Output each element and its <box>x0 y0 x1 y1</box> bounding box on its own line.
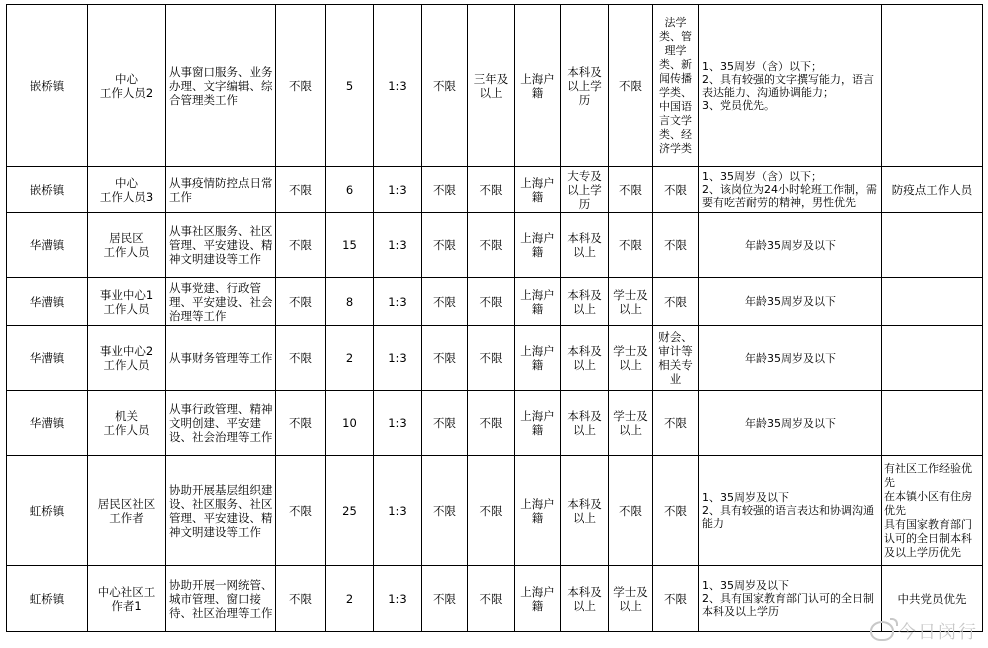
ratio-cell: 1:3 <box>374 456 422 566</box>
gender-cell: 不限 <box>276 213 326 278</box>
duty-cell: 从事窗口服务、业务办理、文字编辑、综合管理类工作 <box>166 5 276 167</box>
degree-cell: 学士及以上 <box>609 566 653 632</box>
table-row <box>7 391 983 456</box>
major-cell: 不限 <box>653 456 699 566</box>
duty-cell: 从事行政管理、精神文明创建、平安建设、社会治理等工作 <box>166 391 276 456</box>
position-cell: 中心 工作人员2 <box>88 5 166 167</box>
town-cell: 华漕镇 <box>7 213 88 278</box>
town-cell: 虹桥镇 <box>7 566 88 632</box>
major-cell: 法学类、管理学类、新闻传播学类、中国语言文学类、经济学类 <box>653 5 699 167</box>
position-cell: 中心社区工 作者1 <box>88 566 166 632</box>
hukou-cell: 上海户籍 <box>515 566 561 632</box>
education-cell: 本科及以上 <box>561 326 609 391</box>
count-cell: 25 <box>326 456 374 566</box>
table-row <box>7 278 983 326</box>
education-cell: 本科及以上学历 <box>561 5 609 167</box>
note-cell <box>882 5 983 167</box>
hukou-cell: 上海户籍 <box>515 391 561 456</box>
position-cell: 机关 工作人员 <box>88 391 166 456</box>
major-cell: 不限 <box>653 167 699 213</box>
note-cell <box>882 391 983 456</box>
weibo-logo-icon <box>870 621 894 641</box>
degree-cell: 不限 <box>609 5 653 167</box>
degree-cell: 不限 <box>609 456 653 566</box>
requirements-cell: 1、35周岁及以下 2、具有国家教育部门认可的全日制本科及以上学历 <box>699 566 882 632</box>
major-cell: 财会、审计等相关专业 <box>653 326 699 391</box>
count-cell: 15 <box>326 213 374 278</box>
ratio-cell: 1:3 <box>374 5 422 167</box>
age-cell: 不限 <box>422 326 468 391</box>
watermark <box>870 618 978 644</box>
experience-cell: 不限 <box>468 326 515 391</box>
note-cell: 中共党员优先 <box>882 566 983 632</box>
table-row <box>7 566 983 632</box>
hukou-cell: 上海户籍 <box>515 5 561 167</box>
table-row <box>7 326 983 391</box>
age-cell: 不限 <box>422 167 468 213</box>
hukou-cell: 上海户籍 <box>515 213 561 278</box>
town-cell: 嵌桥镇 <box>7 5 88 167</box>
table-row <box>7 456 983 566</box>
ratio-cell: 1:3 <box>374 391 422 456</box>
education-cell: 本科及以上 <box>561 566 609 632</box>
age-cell: 不限 <box>422 566 468 632</box>
gender-cell: 不限 <box>276 456 326 566</box>
duty-cell: 从事疫情防控点日常工作 <box>166 167 276 213</box>
hukou-cell: 上海户籍 <box>515 456 561 566</box>
gender-cell: 不限 <box>276 391 326 456</box>
requirements-cell: 1、35周岁及以下 2、具有较强的语言表达和协调沟通能力 <box>699 456 882 566</box>
count-cell: 8 <box>326 278 374 326</box>
watermark-text: 今日闵行 <box>898 622 978 643</box>
town-cell: 华漕镇 <box>7 326 88 391</box>
education-cell: 本科及以上 <box>561 213 609 278</box>
note-cell: 有社区工作经验优先 在本镇小区有住房优先 具有国家教育部门认可的全日制本科及以上学历优先 <box>882 456 983 566</box>
ratio-cell: 1:3 <box>374 326 422 391</box>
note-cell: 防疫点工作人员 <box>882 167 983 213</box>
education-cell: 本科及以上 <box>561 391 609 456</box>
ratio-cell: 1:3 <box>374 213 422 278</box>
major-cell: 不限 <box>653 213 699 278</box>
duty-cell: 从事财务管理等工作 <box>166 326 276 391</box>
ratio-cell: 1:3 <box>374 278 422 326</box>
degree-cell: 不限 <box>609 213 653 278</box>
town-cell: 嵌桥镇 <box>7 167 88 213</box>
major-cell: 不限 <box>653 391 699 456</box>
age-cell: 不限 <box>422 391 468 456</box>
town-cell: 虹桥镇 <box>7 456 88 566</box>
requirements-cell: 年龄35周岁及以下 <box>699 278 882 326</box>
age-cell: 不限 <box>422 213 468 278</box>
table-row <box>7 5 983 167</box>
requirements-cell: 年龄35周岁及以下 <box>699 213 882 278</box>
experience-cell: 不限 <box>468 456 515 566</box>
age-cell: 不限 <box>422 278 468 326</box>
note-cell <box>882 213 983 278</box>
town-cell: 华漕镇 <box>7 391 88 456</box>
degree-cell: 学士及以上 <box>609 278 653 326</box>
position-cell: 居民区 工作人员 <box>88 213 166 278</box>
education-cell: 本科及以上 <box>561 456 609 566</box>
gender-cell: 不限 <box>276 167 326 213</box>
major-cell: 不限 <box>653 278 699 326</box>
hukou-cell: 上海户籍 <box>515 278 561 326</box>
experience-cell: 三年及以上 <box>468 5 515 167</box>
age-cell: 不限 <box>422 5 468 167</box>
recruitment-table <box>6 4 983 632</box>
gender-cell: 不限 <box>276 326 326 391</box>
gender-cell: 不限 <box>276 278 326 326</box>
education-cell: 大专及以上学历 <box>561 167 609 213</box>
requirements-cell: 1、35周岁（含）以下； 2、该岗位为24小时轮班工作制，需要有吃苦耐劳的精神，男性优先 <box>699 167 882 213</box>
position-cell: 事业中心1 工作人员 <box>88 278 166 326</box>
duty-cell: 从事党建、行政管理、平安建设、社会治理等工作 <box>166 278 276 326</box>
experience-cell: 不限 <box>468 213 515 278</box>
table-row <box>7 167 983 213</box>
requirements-cell: 年龄35周岁及以下 <box>699 326 882 391</box>
duty-cell: 从事社区服务、社区管理、平安建设、精神文明建设等工作 <box>166 213 276 278</box>
count-cell: 2 <box>326 326 374 391</box>
duty-cell: 协助开展一网统管、城市管理、窗口接待、社区治理等工作 <box>166 566 276 632</box>
requirements-cell: 年龄35周岁及以下 <box>699 391 882 456</box>
count-cell: 10 <box>326 391 374 456</box>
ratio-cell: 1:3 <box>374 566 422 632</box>
gender-cell: 不限 <box>276 566 326 632</box>
experience-cell: 不限 <box>468 278 515 326</box>
experience-cell: 不限 <box>468 566 515 632</box>
hukou-cell: 上海户籍 <box>515 326 561 391</box>
position-cell: 中心 工作人员3 <box>88 167 166 213</box>
degree-cell: 学士及以上 <box>609 391 653 456</box>
degree-cell: 不限 <box>609 167 653 213</box>
education-cell: 本科及以上 <box>561 278 609 326</box>
count-cell: 6 <box>326 167 374 213</box>
experience-cell: 不限 <box>468 391 515 456</box>
count-cell: 2 <box>326 566 374 632</box>
town-cell: 华漕镇 <box>7 278 88 326</box>
age-cell: 不限 <box>422 456 468 566</box>
note-cell <box>882 278 983 326</box>
count-cell: 5 <box>326 5 374 167</box>
requirements-cell: 1、35周岁（含）以下； 2、具有较强的文字撰写能力，语言表达能力、沟通协调能力； 3、党员优先。 <box>699 5 882 167</box>
note-cell <box>882 326 983 391</box>
ratio-cell: 1:3 <box>374 167 422 213</box>
gender-cell: 不限 <box>276 5 326 167</box>
table-row <box>7 213 983 278</box>
degree-cell: 学士及以上 <box>609 326 653 391</box>
hukou-cell: 上海户籍 <box>515 167 561 213</box>
experience-cell: 不限 <box>468 167 515 213</box>
duty-cell: 协助开展基层组织建设、社区服务、社区管理、平安建设、精神文明建设等工作 <box>166 456 276 566</box>
position-cell: 事业中心2 工作人员 <box>88 326 166 391</box>
position-cell: 居民区社区 工作者 <box>88 456 166 566</box>
major-cell: 不限 <box>653 566 699 632</box>
